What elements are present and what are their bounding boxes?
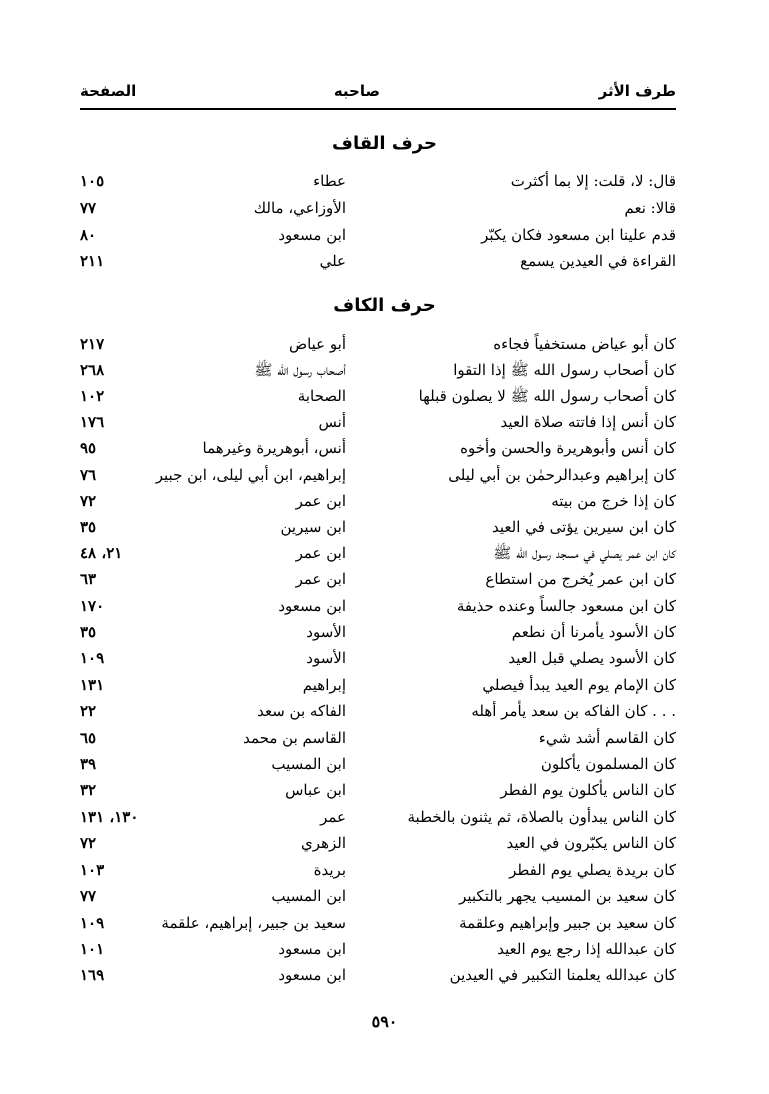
companion-name: إبراهيم <box>302 676 346 694</box>
companion-name: ابن عمر <box>295 492 346 510</box>
athar-text: . . . كان الفاكه بن سعد يأمر أهله <box>471 702 676 720</box>
companion-name: ابن مسعود <box>278 966 346 984</box>
table-header <box>80 78 676 108</box>
companion-name: الزهري <box>301 834 346 852</box>
athar-text: كان الناس يأكلون يوم الفطر <box>500 781 676 799</box>
athar-text: كان عبدالله يعلمنا التكبير في العيدين <box>449 966 676 984</box>
index-row <box>80 593 676 619</box>
index-row <box>80 566 676 592</box>
page-reference: ١٣٠، ١٣١ <box>80 808 139 826</box>
index-row <box>80 936 676 962</box>
index-row <box>80 248 676 274</box>
index-row <box>80 962 676 988</box>
athar-text: كان الإمام يوم العيد يبدأ فيصلي <box>482 676 676 694</box>
page-reference: ٢١١ <box>80 252 105 270</box>
page-reference: ٣٩ <box>80 755 97 773</box>
index-row <box>80 514 676 540</box>
page-reference: ٧٧ <box>80 199 97 217</box>
page-reference: ٢٢ <box>80 702 97 720</box>
page-reference: ٣٢ <box>80 781 97 799</box>
companion-name: إبراهيم، ابن أبي ليلى، ابن جبير <box>155 466 346 484</box>
companion-name: ابن عمر <box>295 544 346 562</box>
athar-text: كان ابن عمر يصلي في مسجد رسول الله ﷺ <box>493 544 676 562</box>
companion-name: ابن المسيب <box>271 887 346 905</box>
page-reference: ١٠١ <box>80 940 105 958</box>
page-reference: ١٠٥ <box>80 172 105 190</box>
index-row <box>80 435 676 461</box>
athar-text: كان الأسود يصلي قبل العيد <box>508 649 676 667</box>
page-reference: ٣٥ <box>80 518 97 536</box>
companion-name: الأوزاعي، مالك <box>253 199 346 217</box>
athar-text: كان الناس يكبّرون في العيد <box>506 834 676 852</box>
athar-text: كان ابن سيرين يؤتى في العيد <box>492 518 676 536</box>
page-reference: ٩٥ <box>80 439 97 457</box>
page-reference: ٧٧ <box>80 887 97 905</box>
companion-name: ابن عمر <box>295 570 346 588</box>
athar-text: قدم علينا ابن مسعود فكان يكبّر <box>481 226 676 244</box>
index-row <box>80 383 676 409</box>
athar-text: كان أصحاب رسول الله ﷺ إذا التقوا <box>453 361 676 379</box>
athar-text: كان أنس إذا فاتته صلاة العيد <box>500 413 676 431</box>
companion-name: الفاكه بن سعد <box>257 702 346 720</box>
page-reference: ٦٣ <box>80 570 97 588</box>
companion-name: ابن مسعود <box>278 940 346 958</box>
header-rule <box>80 108 676 110</box>
athar-text: قال: لا، قلت: إلا بما أكثرت <box>510 172 676 190</box>
athar-text: كان أنس وأبوهريرة والحسن وأخوه <box>460 439 676 457</box>
index-row <box>80 409 676 435</box>
page-reference: ٧٢ <box>80 492 97 510</box>
companion-name: أنس <box>318 413 346 431</box>
companion-name: ابن سيرين <box>280 518 346 536</box>
athar-text: كان ابن مسعود جالساً وعنده حذيفة <box>456 597 676 615</box>
index-row <box>80 195 676 221</box>
page-number: ٥٩٠ <box>371 1012 398 1031</box>
page-reference: ١٠٩ <box>80 914 105 932</box>
index-row <box>80 725 676 751</box>
page-reference: ٧٢ <box>80 834 97 852</box>
index-row <box>80 883 676 909</box>
athar-text: كان أبو عياض مستخفياً فجاءه <box>493 335 676 353</box>
companion-name: علي <box>319 252 346 270</box>
index-row <box>80 357 676 383</box>
athar-text: كان القاسم أشد شيء <box>538 729 676 747</box>
index-row <box>80 488 676 514</box>
athar-text: قالا: نعم <box>624 199 676 217</box>
index-row <box>80 910 676 936</box>
athar-text: كان إذا خرج من بيته <box>551 492 676 510</box>
section-title: حرف الكاف <box>333 295 436 316</box>
page-reference: ٦٥ <box>80 729 97 747</box>
companion-name: عطاء <box>313 172 346 190</box>
index-row <box>80 619 676 645</box>
companion-name: أبو عياض <box>288 335 346 353</box>
section-title: حرف القاف <box>332 133 437 154</box>
athar-text: كان أصحاب رسول الله ﷺ لا يصلون قبلها <box>418 387 676 405</box>
companion-name: ابن مسعود <box>278 597 346 615</box>
athar-text: كان إبراهيم وعبدالرحمٰن بن أبي ليلى <box>448 466 676 484</box>
companion-name: القاسم بن محمد <box>243 729 346 747</box>
athar-text: كان الأسود يأمرنا أن نطعم <box>511 623 676 641</box>
page-reference: ١٠٣ <box>80 861 105 879</box>
page-reference: ٨٠ <box>80 226 97 244</box>
athar-text: كان بريدة يصلي يوم الفطر <box>509 861 676 879</box>
companion-name: أصحاب رسول الله ﷺ <box>254 361 346 379</box>
athar-text: كان الناس يبدأون بالصلاة، ثم يثنون بالخطبة <box>407 808 676 826</box>
companion-name: الأسود <box>306 649 346 667</box>
athar-text: كان المسلمون يأكلون <box>540 755 676 773</box>
companion-name: ابن المسيب <box>271 755 346 773</box>
index-row <box>80 462 676 488</box>
companion-name: أنس، أبوهريرة وغيرهما <box>202 439 346 457</box>
page-reference: ٢١، ٤٨ <box>80 544 123 562</box>
companion-name: عمر <box>320 808 346 826</box>
index-row <box>80 222 676 248</box>
athar-text: القراءة في العيدين يسمع <box>520 252 676 270</box>
page-reference: ٢٦٨ <box>80 361 105 379</box>
header-page-column: الصفحة <box>80 82 137 100</box>
athar-text: كان سعيد بن المسيب يجهر بالتكبير <box>459 887 676 905</box>
companion-name: بريدة <box>313 861 346 879</box>
page-reference: ١٣١ <box>80 676 105 694</box>
athar-text: كان عبدالله إذا رجع يوم العيد <box>497 940 676 958</box>
athar-text: كان ابن عمر يُخرج من استطاع <box>485 570 676 588</box>
index-row <box>80 804 676 830</box>
index-row <box>80 698 676 724</box>
page-reference: ٧٦ <box>80 466 97 484</box>
companion-name: الأسود <box>306 623 346 641</box>
companion-name: سعيد بن جبير، إبراهيم، علقمة <box>161 914 346 932</box>
page-reference: ١٠٩ <box>80 649 105 667</box>
index-row <box>80 331 676 357</box>
athar-text: كان سعيد بن جبير وإبراهيم وعلقمة <box>459 914 676 932</box>
index-row <box>80 645 676 671</box>
page-reference: ١٧٠ <box>80 597 105 615</box>
companion-name: الصحابة <box>297 387 346 405</box>
index-row <box>80 672 676 698</box>
companion-name: ابن مسعود <box>278 226 346 244</box>
index-row <box>80 540 676 566</box>
index-row <box>80 830 676 856</box>
page-reference: ١٦٩ <box>80 966 105 984</box>
companion-name: ابن عباس <box>285 781 346 799</box>
page-reference: ١٠٢ <box>80 387 105 405</box>
page-reference: ١٧٦ <box>80 413 105 431</box>
page-reference: ٢١٧ <box>80 335 105 353</box>
index-row <box>80 857 676 883</box>
header-companion-column: صاحبه <box>333 82 380 100</box>
index-row <box>80 168 676 194</box>
index-row <box>80 777 676 803</box>
index-row <box>80 751 676 777</box>
header-text-column: طرف الأثر <box>598 82 676 100</box>
page-reference: ٣٥ <box>80 623 97 641</box>
